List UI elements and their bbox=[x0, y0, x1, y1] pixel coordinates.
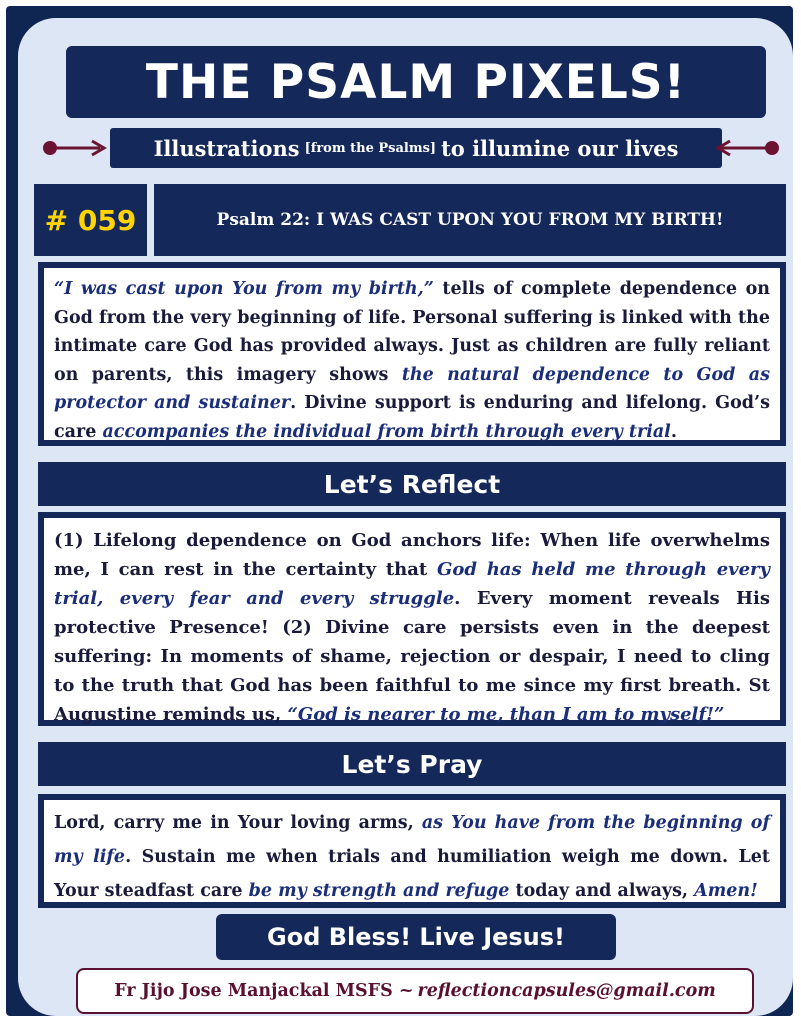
reflect-paragraph: (1) Lifelong dependence on God anchors life: When life overwhelms me, I can rest in the certainty that God has held me through every trial, every fear and every struggle. Every moment reveals His protective Presence! (2) Divine care persists even in the deepest suffering: In moments of shame, rejection or despair, I need to cling to the truth that God has been faithful to me since my first breath. St Augustine reminds us, “God is nearer to me, than I am to myself!” bbox=[54, 530, 771, 725]
psalm-headline: Psalm 22: I WAS CAST UPON YOU FROM MY BIRTH! bbox=[154, 184, 786, 256]
author-name: Fr Jijo Jose Manjackal MSFS ~ bbox=[114, 981, 414, 1001]
right-arrow-icon bbox=[712, 136, 782, 160]
page-title: THE PSALM PIXELS! bbox=[66, 46, 766, 118]
author-footer bbox=[76, 968, 754, 1014]
blessing-banner: God Bless! Live Jesus! bbox=[216, 914, 616, 960]
prayer-box bbox=[38, 794, 786, 908]
subtitle-text: Illustrations bbox=[153, 135, 300, 161]
poster-frame bbox=[6, 6, 793, 1016]
pray-heading: Let’s Pray bbox=[38, 742, 786, 786]
reflect-heading: Let’s Reflect bbox=[38, 462, 786, 506]
subtitle-banner bbox=[110, 128, 722, 168]
subtitle-small-text: [from the Psalms] bbox=[304, 140, 437, 156]
poster-card bbox=[18, 18, 793, 1016]
intro-paragraph: “I was cast upon You from my birth,” tells of complete dependence on God from the very beginning of life. Personal suffering is linked with the intimate care God has provided always. Just as children are fully reliant on parents, this imagery shows the natural dependence to God as protector and sustainer. Divine support is enduring and lifelong. God’s care accompanies the individual from birth through every trial. bbox=[54, 279, 770, 442]
augustine-quote: “God is nearer to me, than I am to myself!” bbox=[287, 704, 725, 725]
email-link[interactable]: reflectioncapsules@gmail.com bbox=[417, 981, 716, 1001]
intro-quote: “I was cast upon You from my birth,” bbox=[54, 279, 434, 299]
left-arrow-icon bbox=[40, 136, 110, 160]
intro-box bbox=[38, 262, 786, 446]
prayer-paragraph: Lord, carry me in Your loving arms, as You have from the beginning of my life. Sustain me when trials and humiliation weigh me down. Let Your steadfast care be my strength and refuge today and always, Amen! bbox=[54, 813, 770, 901]
episode-number: # 059 bbox=[34, 184, 147, 256]
reflect-box bbox=[38, 512, 786, 726]
subtitle-text-end: to illumine our lives bbox=[441, 135, 679, 161]
